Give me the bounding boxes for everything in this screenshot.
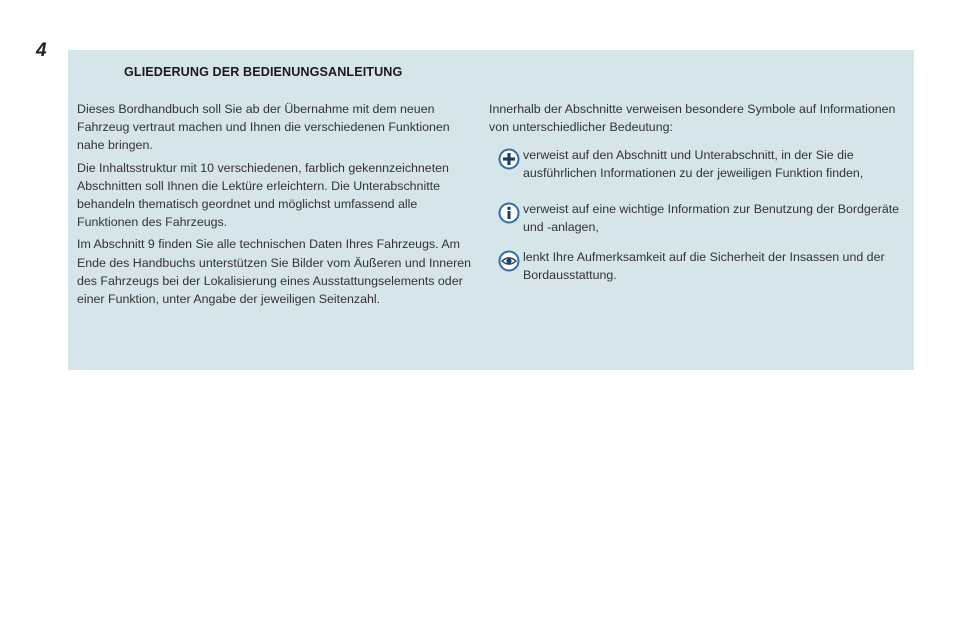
symbol-item-plus — [523, 146, 911, 182]
eye-icon — [498, 250, 520, 272]
intro-column — [77, 100, 477, 312]
symbol-item-eye — [523, 248, 911, 284]
intro-paragraph-1: Dieses Bordhandbuch soll Sie ab der Übernahme mit dem neuen Fahrzeug vertraut machen und Ihnen die verschiedenen Funktionen nahe bringen. — [77, 102, 450, 153]
info-icon — [498, 202, 520, 224]
symbols-intro: Innerhalb der Abschnitte verweisen besondere Symbole auf Informationen von unterschiedlicher Bedeutung: — [489, 102, 896, 135]
symbol-text-eye: lenkt Ihre Aufmerksamkeit auf die Sicherheit der Insassen und der Bordausstattung. — [523, 250, 885, 283]
plus-icon — [498, 148, 520, 170]
intro-paragraph-3: Im Abschnitt 9 finden Sie alle technischen Daten Ihres Fahrzeugs. Am Ende des Handbuchs unterstützen Sie Bilder vom Äußeren und Inneren des Fahrzeugs bei der Lokalisierung eines Ausstattungselements oder einer Funktion, unter Angabe der jeweiligen Seitenzahl. — [77, 237, 471, 307]
section-title: GLIEDERUNG DER BEDIENUNGSANLEITUNG — [124, 65, 403, 79]
page-number: 4 — [36, 40, 47, 61]
symbol-item-info — [523, 200, 911, 236]
intro-paragraph-2: Die Inhaltsstruktur mit 10 verschiedenen, farblich gekennzeichneten Abschnitten soll Ihnen die Lektüre erleichtern. Die Unterabschnitte behandeln thematisch geordnet und möglichst umfassend alle Funktionen des Fahrzeugs. — [77, 160, 449, 230]
symbols-column — [489, 100, 909, 283]
symbol-text-plus: verweist auf den Abschnitt und Unterabschnitt, in der Sie die ausführlichen Informationen zu der jeweiligen Funktion finden, — [523, 148, 864, 181]
symbol-text-info: verweist auf eine wichtige Information zur Benutzung der Bordgeräte und -anlagen, — [523, 202, 900, 235]
